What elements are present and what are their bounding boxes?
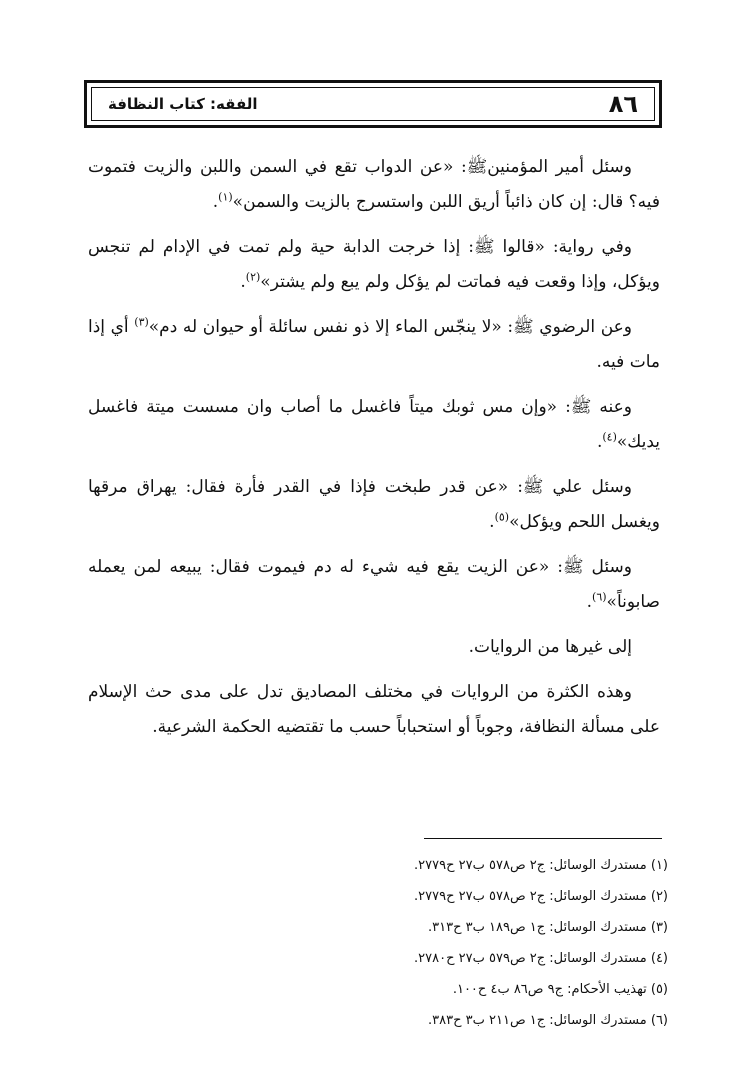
paragraph-text: وعن الرضوي ﷺ: «لا ينجّس الماء إلا ذو نفس سائلة أو حيوان له دم» (148, 317, 632, 337)
paragraph-end: . (240, 272, 246, 292)
footnote-ref: (٦) (592, 590, 607, 604)
running-title: الفقه: كتاب النظافة (108, 95, 258, 113)
footnote-ref: (٢) (245, 270, 261, 284)
footnotes (88, 850, 668, 1036)
paragraph-end: . (596, 432, 603, 452)
body-text (88, 150, 660, 755)
paragraph-end: . (212, 192, 219, 212)
paragraph-text: إلى غيرها من الروايات. (468, 637, 632, 657)
paragraph-text: وسئل ﷺ: «عن الزيت يقع فيه شيء له دم فيموت فقال: يبيعه لمن يعمله صابوناً» (88, 557, 660, 612)
paragraph-2 (88, 230, 660, 300)
footnote-6: (٦) مستدرك الوسائل: ج١ ص٢١١ ب٣ ح٣٨٣. (428, 1013, 668, 1028)
page-header-inner (91, 87, 655, 121)
footnote-1: (١) مستدرك الوسائل: ج٢ ص٥٧٨ ب٢٧ ح٢٧٧٩. (414, 858, 668, 873)
footnote-ref: (٤) (602, 430, 617, 444)
footnote-2: (٢) مستدرك الوسائل: ج٢ ص٥٧٨ ب٢٧ ح٢٧٧٩. (414, 889, 668, 904)
paragraph-5 (88, 470, 660, 540)
paragraph-text: وسئل علي ﷺ: «عن قدر طبخت فإذا في القدر فأرة فقال: يهراق مرقها ويغسل اللحم ويؤكل» (88, 477, 660, 532)
paragraph-text: وسئل أمير المؤمنينﷺ: «عن الدواب تقع في السمن واللبن والزيت فتموت فيه؟ قال: إن كان ذائباً أريق اللبن واستسرج بالزيت والسمن» (88, 157, 660, 212)
page-header (84, 80, 662, 128)
paragraph-3 (88, 310, 660, 380)
footnote-3: (٣) مستدرك الوسائل: ج١ ص١٨٩ ب٣ ح٣١٣. (428, 920, 668, 935)
paragraph-8 (88, 675, 660, 745)
footnote-ref: (٥) (494, 510, 510, 524)
paragraph-text: وعنه ﷺ: «وإن مس ثوبك ميتاً فاغسل ما أصاب وان مسست ميتة فاغسل يديك» (88, 397, 660, 452)
footnote-4: (٤) مستدرك الوسائل: ج٢ ص٥٧٩ ب٢٧ ح٢٧٨٠. (414, 951, 668, 966)
paragraph-text: وفي رواية: «قالوا ﷺ: إذا خرجت الدابة حية ولم تمت في الإدام لم تنجس ويؤكل، وإذا وقعت فيه فماتت لم يؤكل ولم يبع ولم يشتر» (88, 237, 660, 292)
paragraph-end: أي إذا مات فيه. (88, 317, 660, 372)
footnote-5: (٥) تهذيب الأحكام: ج٩ ص٨٦ ب٤ ح١٠٠. (452, 982, 668, 997)
paragraph-1 (88, 150, 660, 220)
footnote-divider (424, 838, 662, 839)
paragraph-end: . (586, 592, 593, 612)
footnote-ref: (١) (218, 190, 233, 204)
paragraph-end: . (489, 512, 495, 532)
paragraph-4 (88, 390, 660, 460)
paragraph-text: وهذه الكثرة من الروايات في مختلف المصاديق تدل على مدى حث الإسلام على مسألة النظافة، وجوباً أو استحباباً حسب ما تقتضيه الحكمة الشرعية. (88, 682, 660, 737)
paragraph-6 (88, 550, 660, 620)
paragraph-7 (88, 630, 660, 665)
page-number: ٨٦ (608, 90, 638, 118)
footnote-ref: (٣) (134, 315, 149, 329)
